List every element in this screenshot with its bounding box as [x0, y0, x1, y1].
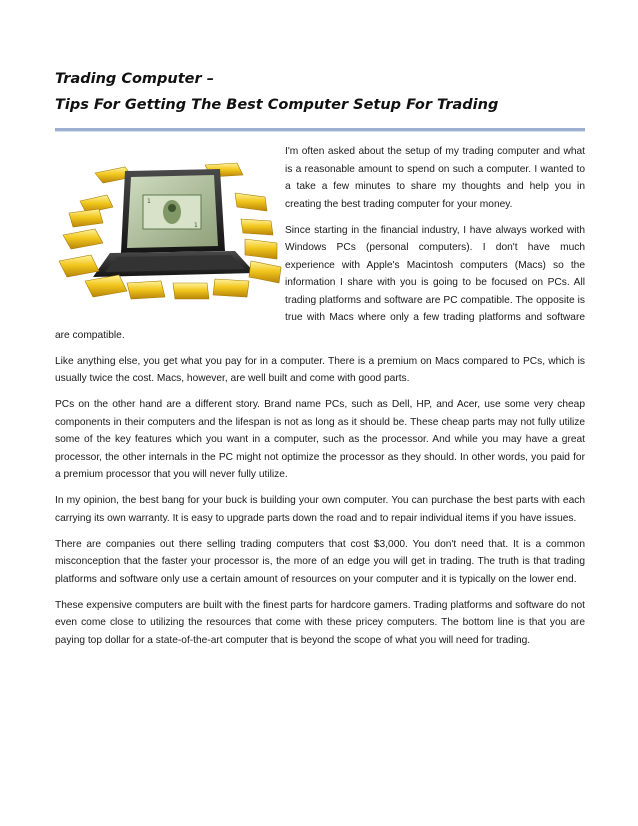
article-body: [55, 143, 585, 658]
title-divider-shadow: [55, 131, 585, 132]
title-line-1: Trading Computer –: [55, 71, 214, 87]
paragraph-1: I'm often asked about the setup of my trading computer and what is a reasonable amount to spend on such a computer. I wanted to a take a few minutes to share my thoughts and help you in creating the best trading computer for your money.: [285, 146, 585, 210]
paragraph-2: Since starting in the financial industry, I have always worked with Windows PCs (personal computers). I don't have much experience with Apple's Macintosh computers (Macs) so the information I share with you is going to be focused on PCs. All trading platforms and software are PC compatible. The opposite is true with Macs where only a few trading platforms and software are compatible.: [55, 224, 585, 341]
paragraph-5: In my opinion, the best bang for your buck is building your own computer. You can purchase the best parts with each carrying its own warranty. It is easy to upgrade parts down the road and to repair individual items if you have issues.: [55, 495, 585, 524]
document-title: [55, 66, 585, 118]
paragraph-7: These expensive computers are built with the finest parts for hardcore gamers. Trading platforms and software do not even come close to utilizing the resources that come with these pricey computers. The bottom line is that you are paying top dollar for a state-of-the-art computer that is beyond the scope of what you will need for trading.: [55, 599, 585, 646]
paragraph-6: There are companies out there selling trading computers that cost $3,000. You don't need that. It is a common misconception that the faster your processor is, the more of an edge you will get in trading. The truth is that trading platforms and software only use a certain amount of resources on your computer and it is typically on the lower end.: [55, 538, 585, 585]
laptop-gold-bars-image: [55, 143, 285, 313]
svg-text:1: 1: [147, 198, 151, 205]
svg-text:1: 1: [194, 222, 198, 229]
figure-float: [55, 143, 285, 313]
paragraph-4: PCs on the other hand are a different story. Brand name PCs, such as Dell, HP, and Acer, use some very cheap components in their computers and the lifespan is not as long as it should be. These cheap parts may not fully utilize some of the key features which you want in a computer, such as the processor. And while you may have a great processor, the other internals in the PC might not optimize the processor as they should. In other words, you paid for a premium processor that you will never fully utilize.: [55, 399, 585, 480]
paragraph-3: Like anything else, you get what you pay for in a computer. There is a premium on Macs compared to PCs, which is usually twice the cost. Macs, however, are well built and come with good parts.: [55, 355, 585, 384]
title-line-2: Tips For Getting The Best Computer Setup For Trading: [55, 97, 499, 113]
laptop-screen: [121, 169, 225, 253]
